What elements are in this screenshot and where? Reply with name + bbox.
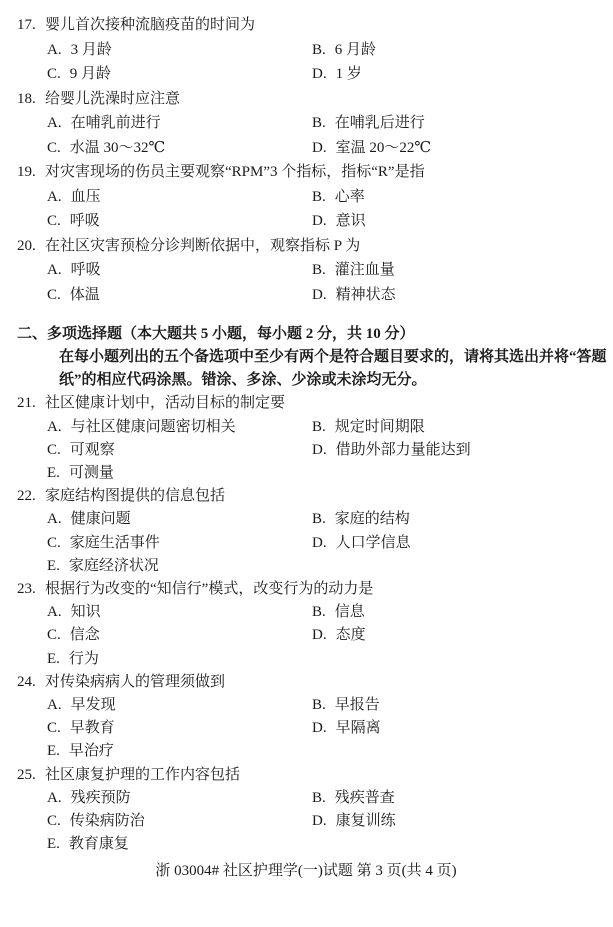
question-text: 根据行为改变的“知信行”模式，改变行为的动力是 — [45, 581, 374, 598]
option-B — [312, 111, 595, 136]
option-text: 血压 — [70, 188, 101, 205]
option-text: 规定时间期限 — [334, 418, 425, 435]
option-E — [47, 648, 312, 671]
options-grid — [47, 111, 595, 160]
option-D — [312, 532, 595, 555]
option-C — [47, 717, 312, 740]
option-B — [312, 694, 595, 717]
question-21 — [17, 392, 595, 485]
option-B — [312, 601, 595, 624]
option-D — [312, 439, 595, 462]
question-number: 18. — [17, 90, 36, 107]
option-D — [312, 283, 595, 308]
question-stem — [17, 764, 595, 787]
option-text: 知识 — [70, 604, 101, 621]
option-text: 早隔离 — [335, 720, 381, 737]
option-letter: C. — [47, 286, 61, 303]
option-text: 呼吸 — [69, 213, 100, 229]
option-C — [47, 283, 312, 308]
option-letter: D. — [312, 627, 327, 644]
option-letter: E. — [47, 650, 60, 667]
option-D — [312, 62, 595, 87]
option-A — [47, 601, 312, 624]
option-letter: B. — [312, 511, 326, 528]
option-letter: B. — [312, 789, 326, 806]
option-letter: A. — [47, 789, 62, 806]
question-text: 家庭结构图提供的信息包括 — [45, 488, 226, 505]
option-text: 可观察 — [69, 441, 115, 458]
question-20 — [17, 234, 595, 308]
question-stem — [17, 160, 595, 185]
option-letter: C. — [47, 441, 61, 458]
option-text: 水温 30～32℃ — [69, 139, 166, 156]
option-text: 残疾普查 — [334, 789, 395, 806]
option-C — [47, 810, 312, 833]
option-text: 意识 — [335, 213, 366, 229]
option-letter: C. — [47, 534, 61, 551]
option-text: 体温 — [69, 286, 100, 303]
option-text: 早教育 — [69, 720, 115, 737]
question-text: 对传染病病人的管理须做到 — [45, 673, 226, 690]
question-25 — [17, 764, 595, 857]
question-24 — [17, 671, 595, 764]
question-text: 社区健康计划中，活动目标的制定要 — [45, 395, 286, 412]
options-grid — [47, 787, 595, 857]
option-D — [312, 136, 595, 161]
option-text: 传染病防治 — [69, 813, 145, 830]
options-grid — [47, 694, 595, 764]
multi-choice-question-list — [17, 392, 595, 856]
option-letter: C. — [47, 720, 61, 737]
option-B — [312, 185, 595, 210]
option-text: 康复训练 — [335, 813, 396, 830]
question-number: 24. — [17, 673, 36, 690]
option-text: 3 月龄 — [70, 41, 112, 58]
option-text: 早报告 — [334, 697, 380, 714]
option-text: 精神状态 — [335, 286, 396, 303]
option-C — [47, 624, 312, 647]
question-number: 25. — [17, 766, 36, 783]
option-letter: A. — [47, 115, 62, 131]
option-text: 可测量 — [68, 465, 114, 482]
option-letter: B. — [312, 697, 326, 714]
option-letter: B. — [312, 262, 326, 278]
question-text: 婴儿首次接种流脑疫苗的时间为 — [45, 17, 256, 33]
options-grid — [47, 258, 595, 307]
option-B — [312, 258, 595, 283]
option-text: 借助外部力量能达到 — [335, 441, 471, 458]
option-text: 呼吸 — [70, 262, 101, 278]
option-C — [47, 209, 312, 234]
option-C — [47, 136, 312, 161]
option-letter: C. — [47, 66, 61, 82]
option-E — [47, 555, 312, 578]
option-letter: A. — [47, 188, 62, 205]
option-text: 家庭经济状况 — [68, 557, 159, 574]
option-letter: B. — [312, 604, 326, 621]
question-text: 对灾害现场的伤员主要观察“RPM”3 个指标，指标“R”是指 — [45, 164, 425, 180]
question-23 — [17, 578, 595, 671]
option-letter: C. — [47, 139, 61, 156]
option-letter: E. — [47, 836, 60, 853]
option-A — [47, 258, 312, 283]
question-stem — [17, 671, 595, 694]
option-letter: B. — [312, 115, 326, 131]
option-letter: E. — [47, 465, 60, 482]
section-2-title: 二、多项选择题（本大题共 5 小题，每小题 2 分，共 10 分） — [17, 326, 415, 342]
option-A — [47, 185, 312, 210]
option-text: 信息 — [334, 604, 365, 621]
section-2-instruction-line-2: 纸”的相应代码涂黑。错涂、多涂、少涂或未涂均无分。 — [59, 372, 427, 389]
option-text: 6 月龄 — [334, 41, 377, 58]
option-letter: B. — [312, 418, 326, 435]
option-text: 在哺乳后进行 — [334, 115, 425, 131]
option-text: 行为 — [68, 650, 99, 667]
option-text: 在哺乳前进行 — [70, 115, 161, 131]
option-E — [47, 833, 312, 856]
option-letter: D. — [312, 534, 327, 551]
single-choice-question-list — [17, 13, 595, 307]
question-stem — [17, 13, 595, 38]
option-text: 健康问题 — [70, 511, 131, 528]
option-text: 态度 — [335, 627, 366, 644]
option-D — [312, 624, 595, 647]
options-grid — [47, 416, 595, 486]
option-text: 早发现 — [70, 697, 116, 714]
option-letter: D. — [312, 813, 327, 830]
option-letter: A. — [47, 41, 62, 58]
question-stem — [17, 392, 595, 415]
question-number: 20. — [17, 237, 36, 254]
question-18 — [17, 87, 595, 161]
option-letter: C. — [47, 627, 61, 644]
option-text: 1 岁 — [335, 66, 362, 82]
question-text: 在社区灾害预检分诊判断依据中，观察指标 P 为 — [45, 237, 361, 254]
option-A — [47, 416, 312, 439]
option-text: 早治疗 — [68, 743, 114, 760]
option-letter: D. — [312, 139, 327, 156]
option-letter: C. — [47, 813, 61, 830]
option-text: 室温 20～22℃ — [335, 139, 432, 156]
question-22 — [17, 485, 595, 578]
option-letter: B. — [312, 188, 326, 205]
option-text: 人口学信息 — [335, 534, 411, 551]
options-grid — [47, 38, 595, 87]
option-letter: D. — [312, 286, 327, 303]
option-text: 教育康复 — [68, 836, 129, 853]
option-letter: D. — [312, 213, 327, 229]
question-stem — [17, 485, 595, 508]
option-B — [312, 416, 595, 439]
question-number: 22. — [17, 488, 36, 505]
option-letter: A. — [47, 604, 62, 621]
option-A — [47, 508, 312, 531]
option-D — [312, 810, 595, 833]
question-text: 社区康复护理的工作内容包括 — [45, 766, 241, 783]
option-A — [47, 694, 312, 717]
page-footer: 浙 03004# 社区护理学(一)试题 第 3 页(共 4 页) — [155, 863, 457, 880]
option-text: 家庭的结构 — [334, 511, 410, 528]
options-grid — [47, 508, 595, 578]
option-text: 9 月龄 — [69, 66, 112, 82]
question-text: 给婴儿洗澡时应注意 — [45, 90, 181, 107]
option-letter: E. — [47, 557, 60, 574]
option-C — [47, 532, 312, 555]
option-text: 灌注血量 — [334, 262, 395, 278]
option-E — [47, 740, 312, 763]
option-letter: C. — [47, 213, 61, 229]
question-stem — [17, 578, 595, 601]
option-text: 家庭生活事件 — [69, 534, 160, 551]
question-17 — [17, 13, 595, 87]
option-E — [47, 462, 312, 485]
option-letter: A. — [47, 511, 62, 528]
option-text: 与社区健康问题密切相关 — [70, 418, 236, 435]
option-D — [312, 717, 595, 740]
option-B — [312, 508, 595, 531]
option-B — [312, 38, 595, 63]
option-text: 残疾预防 — [70, 789, 131, 806]
option-text: 心率 — [334, 188, 365, 205]
option-A — [47, 111, 312, 136]
options-grid — [47, 185, 595, 234]
question-number: 17. — [17, 17, 36, 33]
question-number: 21. — [17, 395, 36, 412]
option-letter: D. — [312, 720, 327, 737]
question-number: 19. — [17, 164, 36, 180]
option-letter: B. — [312, 41, 326, 58]
option-C — [47, 62, 312, 87]
option-A — [47, 38, 312, 63]
option-letter: E. — [47, 743, 60, 760]
option-letter: A. — [47, 418, 62, 435]
question-19 — [17, 160, 595, 234]
option-D — [312, 209, 595, 234]
option-A — [47, 787, 312, 810]
option-letter: D. — [312, 66, 327, 82]
option-letter: D. — [312, 441, 327, 458]
option-B — [312, 787, 595, 810]
section-2-instruction-line-1: 在每小题列出的五个备选项中至少有两个是符合题目要求的，请将其选出并将“答题 — [59, 349, 607, 365]
question-stem — [17, 87, 595, 112]
section-2-header — [17, 322, 607, 392]
option-letter: A. — [47, 697, 62, 714]
option-C — [47, 439, 312, 462]
option-text: 信念 — [69, 627, 100, 644]
options-grid — [47, 601, 595, 671]
question-number: 23. — [17, 581, 36, 598]
question-stem — [17, 234, 595, 259]
option-letter: A. — [47, 262, 62, 278]
